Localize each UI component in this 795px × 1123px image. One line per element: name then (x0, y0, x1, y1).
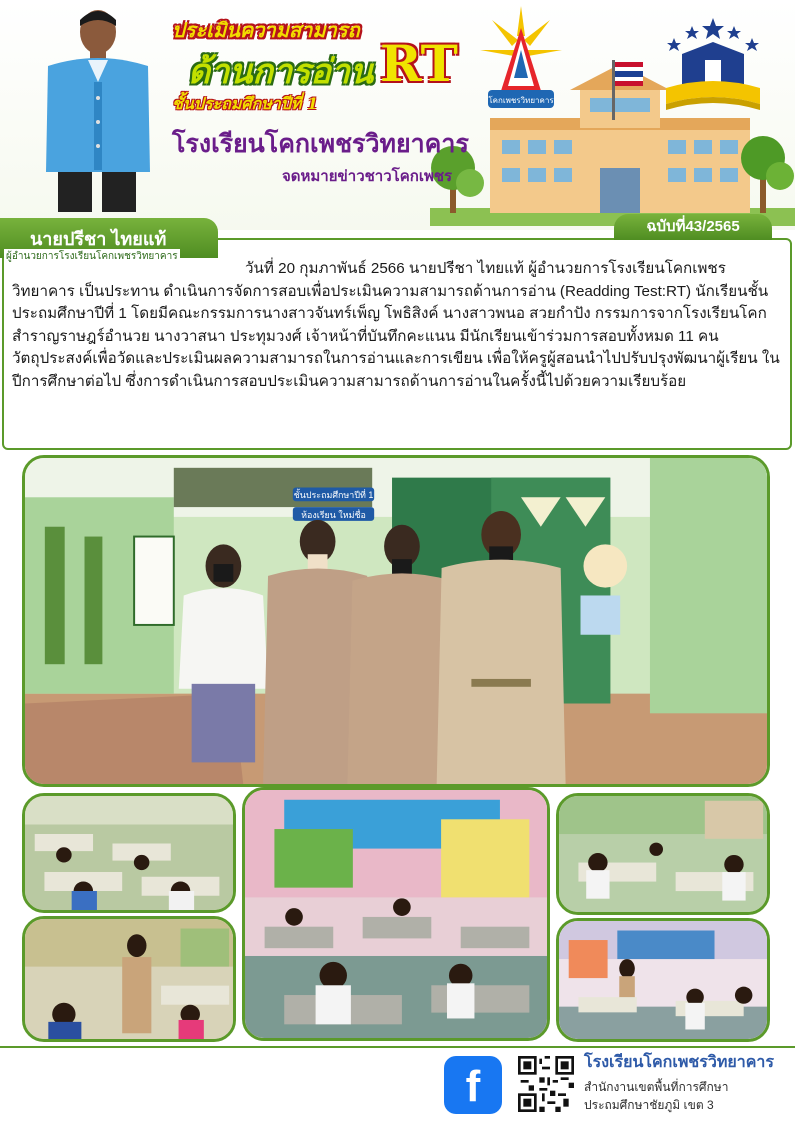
main-photo-sign-2: ห้องเรียน ใหม่ชื่อ (301, 509, 366, 520)
footer-office: สำนักงานเขตพื้นที่การศึกษา (584, 1080, 729, 1094)
issue-label: ฉบับที่43/2565 (646, 218, 740, 235)
footer-divider (0, 1046, 795, 1048)
facebook-icon[interactable]: f (444, 1056, 502, 1114)
emblem-caption: โคกเพชรวิทยาคาร (488, 96, 554, 105)
main-photo-sign-1: ชั้นประถมศึกษาปีที่ 1 (293, 490, 374, 501)
photo-classroom-4 (556, 918, 770, 1042)
article-body: วันที่ 20 กุมภาพันธ์ 2566 นายปรีชา ไทยแท้ ผู้อำนวยการโรงเรียนโคกเพชรวิทยาคาร เป็นประทาน ดำเนินการจัดการสอบเพื่อประเมินความสามารถด้านการอ่าน (Readding Test:RT) นักเรียนชั้นประถมศึกษาปีที่ 1 โดยมีคณะกรรมการนางสาวจันทร์เพ็ญ โพธิสิงค์ นางสาวพนอ สวยกำปัง กรรมการจากโรงเรียนโคกสำราญราษฎร์อำนวย นางวาสนา ประทุมวงศ์ เจ้าหน้าที่บันทึกคะแนน มีนักเรียนเข้าร่วมการสอบทั้งหมด 11 คน วัตถุประสงค์เพื่อวัดและประเมินผลความสามารถในการอ่านและการเขียน เพื่อให้ครูผู้สอนนำไปปรับปรุงพัฒนาผู้เรียน ในปีการศึกษาต่อไป ซึ่งการดำเนินการสอบประเมินความสามารถด้านการอ่านในครั้งนี้ไปด้วยความเรียบร้อย (12, 260, 780, 390)
footer-area: ประถมศึกษาชัยภูมิ เขต 3 (584, 1098, 714, 1112)
education-office-logo-icon (652, 14, 774, 114)
headline-line-1: ประเมินความสามารถ (172, 18, 360, 42)
school-name: โรงเรียนโคกเพชรวิทยาคาร (172, 130, 469, 158)
photo-classroom-1 (22, 793, 236, 913)
article-box (2, 238, 792, 450)
newsletter-name: จดหมายข่าวชาวโคกเพชร (282, 168, 453, 185)
director-name: นายปรีชา ไทยแท้ (30, 229, 167, 249)
photo-classroom-2 (22, 916, 236, 1042)
photo-classroom-3 (556, 793, 770, 915)
director-position: ผู้อำนวยการโรงเรียนโคกเพชรวิทยาคาร (6, 251, 178, 262)
qr-code-icon[interactable] (518, 1056, 574, 1112)
school-emblem-icon (480, 6, 562, 114)
headline-rt: RT (380, 34, 458, 93)
photo-exam-room (242, 787, 550, 1041)
headline-grade: ชั้นประถมศึกษาปีที่ 1 (172, 94, 319, 113)
headline-line-2: ด้านการอ่าน (188, 52, 374, 92)
newsletter-header (0, 0, 795, 230)
main-photo-committee (22, 455, 770, 787)
footer-school-name: โรงเรียนโคกเพชรวิทยาคาร (584, 1054, 774, 1071)
issue-badge (614, 214, 772, 240)
director-portrait (38, 2, 156, 216)
